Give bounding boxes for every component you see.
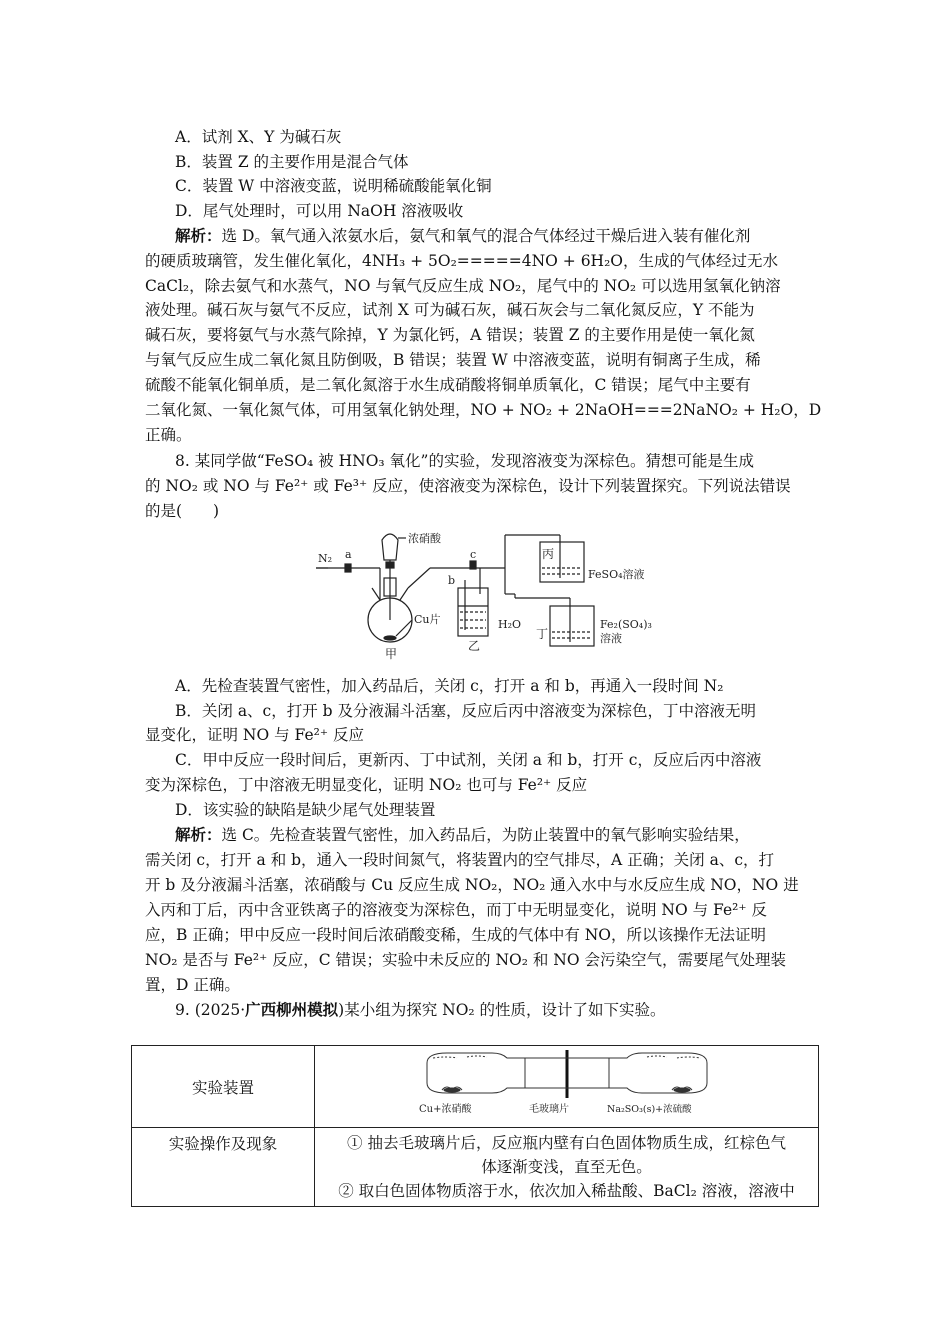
ding-label: 丁 [536,627,549,641]
q8-stem-line: 的是( ) [145,502,220,520]
table-row [132,1128,819,1207]
valve-a-label: a [345,548,352,561]
q7-analysis-line: 液处理。碱石灰与氨气不反应，试剂 X 可为碱石灰，碱石灰会与二氧化氮反应，Y 不能为 [145,301,755,319]
q9-experiment-table [131,1045,819,1207]
q9-stem [175,998,837,1023]
q7-analysis-label: 解析： [175,226,222,245]
apparatus-cell [315,1046,819,1128]
q7-option-d: D．尾气处理时，可以用 NaOH 溶液吸收 [175,202,464,220]
q7-analysis-line: 二氧化氮、一氧化氮气体，可用氢氧化钠处理，NO + NO₂ + 2NaOH===2NaNO₂ + H₂O，D [145,401,822,419]
q8-analysis-line [175,823,837,848]
bing-label: 丙 [542,547,555,561]
q7-analysis-line: 与氧气反应生成二氧化氮且防倒吸，B 错误；装置 W 中溶液变蓝，说明有铜离子生成，稀 [145,351,761,369]
fig-mid-label: 毛玻璃片 [528,1104,569,1115]
q8-analysis-line: 入丙和丁后，丙中含亚铁离子的溶液变为深棕色，而丁中无明显变化，说明 NO 与 Fe²⁺ 反 [145,901,767,919]
table-row [132,1046,819,1128]
q9-stem-prefix: 9. (2025· [175,1001,246,1019]
conc-acid-label: 浓硝酸 [408,532,441,545]
operation-cell [315,1128,819,1207]
table-header-apparatus: 实验装置 [132,1046,315,1128]
cu-label: Cu片 [414,613,441,626]
q8-apparatus-figure [310,520,680,660]
rongye-label: 溶液 [600,632,622,645]
q9-stem-source: 广西柳州模拟 [245,1000,339,1019]
feso4-label: FeSO₄溶液 [588,568,645,581]
q8-stem-line: 的 NO₂ 或 NO 与 Fe²⁺ 或 Fe³⁺ 反应，使溶液变为深棕色，设计下列装置探究。下列说法错误 [145,477,791,495]
yi-label: 乙 [468,639,481,653]
q7-analysis-line: 硫酸不能氧化铜单质，是二氧化氮溶于水生成硝酸将铜单质氧化，C 错误；尾气中主要有 [145,376,751,394]
valve-b-label: b [448,574,456,587]
q9-apparatus-figure [417,1048,717,1118]
fig-right-label: Na₂SO₃(s)+浓硫酸 [606,1104,692,1115]
q8-option-b: B．关闭 a、c，打开 b 及分液漏斗活塞，反应后丙中溶液变为深棕色，丁中溶液无明 [175,702,757,720]
q8-option-d: D．该实验的缺陷是缺少尾气处理装置 [175,801,436,819]
q7-analysis-line: 正确。 [145,426,192,444]
jia-label: 甲 [385,647,398,660]
q8-option-c: C．甲中反应一段时间后，更新丙、丁中试剂，关闭 a 和 b，打开 c，反应后丙中溶液 [175,751,762,769]
q8-analysis-line: 置，D 正确。 [145,976,240,994]
q8-option-c-cont: 变为深棕色，丁中溶液无明显变化，证明 NO₂ 也可与 Fe²⁺ 反应 [145,776,588,794]
q8-analysis-label: 解析： [175,825,222,844]
q8-analysis-text: 选 C。先检查装置气密性，加入药品后，为防止装置中的氧气影响实验结果， [221,826,750,844]
q8-analysis-line: 需关闭 c，打开 a 和 b，通入一段时间氮气，将装置内的空气排尽，A 正确；关闭 a、c，打 [145,851,775,869]
table-header-operation: 实验操作及现象 [132,1128,315,1207]
fe2so43-label: Fe₂(SO₄)₃ [600,618,652,631]
q7-analysis-line: 的硬质玻璃管，发生催化氧化，4NH₃ + 5O₂=====4NO + 6H₂O，生成的气体经过无水 [145,252,778,270]
step2-line1: ② 取白色固体物质溶于水，依次加入稀盐酸、BaCl₂ 溶液，溶液中 [338,1182,795,1200]
q8-analysis-line: NO₂ 是否与 Fe²⁺ 反应，C 错误；实验中未反应的 NO₂ 和 NO 会污染空气，需要尾气处理装 [145,951,786,969]
q7-analysis-line: CaCl₂，除去氨气和水蒸气，NO 与氧气反应生成 NO₂，尾气中的 NO₂ 可以选用氢氧化钠溶 [145,277,781,295]
step1-line1: ① 抽去毛玻璃片后，反应瓶内壁有白色固体物质生成，红棕色气 [347,1134,786,1152]
q7-option-b: B．装置 Z 的主要作用是混合气体 [175,153,409,171]
q8-option-b-cont: 显变化，证明 NO 与 Fe²⁺ 反应 [145,726,364,744]
step1-line2: 体逐渐变浅，直至无色。 [481,1158,652,1176]
q7-option-c: C．装置 W 中溶液变蓝，说明稀硫酸能氧化铜 [175,177,492,195]
q8-analysis-line: 应，B 正确；甲中反应一段时间后浓硝酸变稀，生成的气体中有 NO，所以该操作无法证明 [145,926,767,944]
q7-analysis-text: 选 D。氧气通入浓氨水后，氨气和氧气的混合气体经过干燥后进入装有催化剂 [221,227,751,245]
q7-analysis-line: 碱石灰，要将氨气与水蒸气除掉，Y 为氯化钙，A 错误；装置 Z 的主要作用是使一氧化氮 [145,326,755,344]
q8-stem-line: 8. 某同学做“FeSO₄ 被 HNO₃ 氧化”的实验，发现溶液变为深棕色。猜想可能是生成 [175,452,754,470]
q8-option-a: A．先检查装置气密性，加入药品后，关闭 c，打开 a 和 b，再通入一段时间 N₂ [175,677,724,695]
n2-label: N₂ [318,552,333,565]
q7-option-a: A．试剂 X、Y 为碱石灰 [175,128,342,146]
q7-analysis-line [175,224,837,249]
valve-c-label: c [470,548,477,561]
q9-stem-suffix: )某小组为探究 NO₂ 的性质，设计了如下实验。 [338,1001,666,1019]
h2o-label: H₂O [498,618,522,631]
fig-left-label: Cu+浓硝酸 [418,1104,471,1115]
q8-analysis-line: 开 b 及分液漏斗活塞，浓硝酸与 Cu 反应生成 NO₂，NO₂ 通入水中与水反应生成 NO，NO 进 [145,876,799,894]
